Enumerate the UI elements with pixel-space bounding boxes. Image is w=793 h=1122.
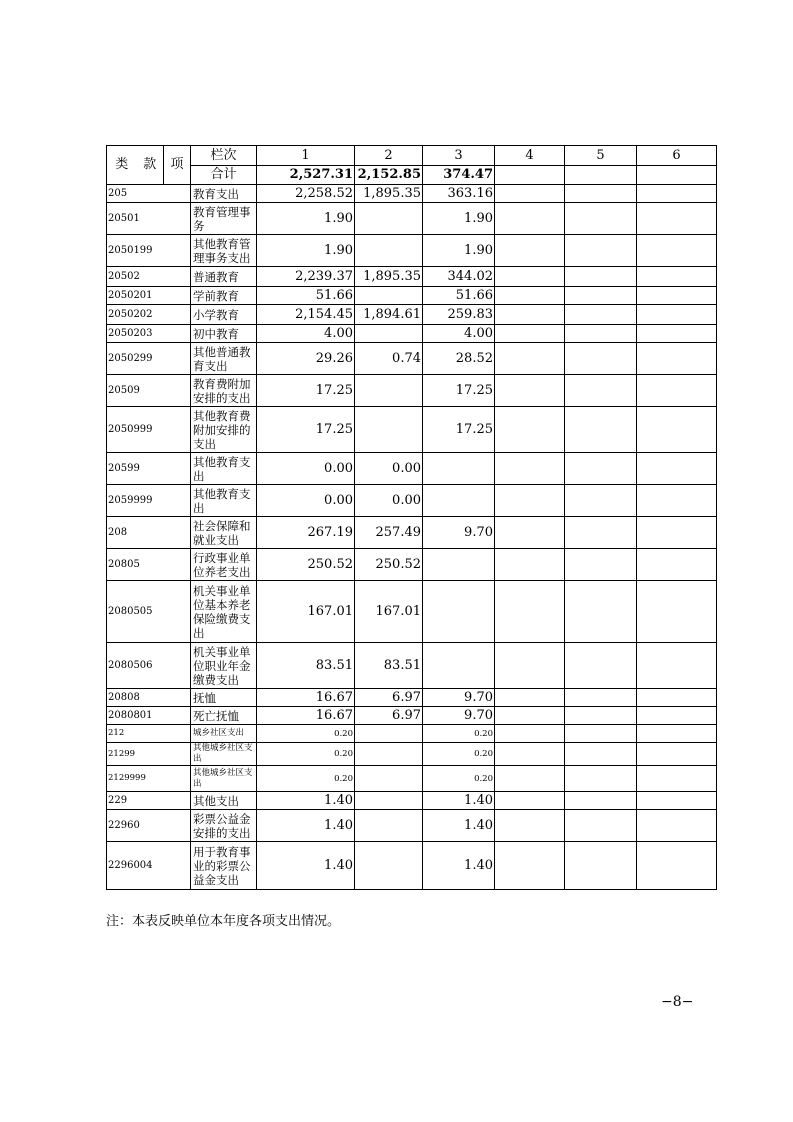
row-name: 彩票公益金安排的支出 <box>191 810 257 842</box>
table-row <box>107 235 717 267</box>
row-value-1: 16.67 <box>257 707 355 725</box>
row-value-5 <box>565 407 637 453</box>
row-code: 20502 <box>107 267 191 287</box>
row-value-6 <box>637 707 717 725</box>
row-name: 初中教育 <box>191 325 257 343</box>
row-value-4 <box>495 203 565 235</box>
row-value-1: 1.90 <box>257 235 355 267</box>
row-value-3: 51.66 <box>423 287 495 305</box>
row-name: 社会保障和就业支出 <box>191 517 257 549</box>
row-value-5 <box>565 267 637 287</box>
column-number-2: 2 <box>355 146 423 166</box>
row-value-4 <box>495 267 565 287</box>
row-value-1: 17.25 <box>257 375 355 407</box>
row-code: 2059999 <box>107 485 191 517</box>
table-row <box>107 485 717 517</box>
row-value-1: 83.51 <box>257 643 355 689</box>
row-name: 行政事业单位养老支出 <box>191 549 257 581</box>
row-value-2 <box>355 743 423 766</box>
row-value-4 <box>495 453 565 485</box>
row-code: 2080801 <box>107 707 191 725</box>
row-value-4 <box>495 766 565 792</box>
row-value-6 <box>637 766 717 792</box>
row-value-4 <box>495 517 565 549</box>
row-value-6 <box>637 325 717 343</box>
table-note: 注：本表反映单位本年度各项支出情况。 <box>106 914 341 929</box>
row-value-3: 1.90 <box>423 203 495 235</box>
row-value-5 <box>565 485 637 517</box>
column-number-1: 1 <box>257 146 355 166</box>
table-row <box>107 766 717 792</box>
section-header: 款 <box>137 146 164 185</box>
row-name: 其他城乡社区支出 <box>191 743 257 766</box>
row-value-4 <box>495 549 565 581</box>
row-value-1: 0.20 <box>257 725 355 743</box>
column-number-5: 5 <box>565 146 637 166</box>
row-name: 用于教育事业的彩票公益金支出 <box>191 842 257 890</box>
row-value-6 <box>637 267 717 287</box>
row-value-4 <box>495 407 565 453</box>
row-value-3 <box>423 453 495 485</box>
table-row <box>107 453 717 485</box>
table-row <box>107 517 717 549</box>
row-value-5 <box>565 549 637 581</box>
table-row <box>107 305 717 325</box>
row-value-1: 17.25 <box>257 407 355 453</box>
row-code: 2080505 <box>107 581 191 643</box>
row-value-6 <box>637 643 717 689</box>
table-row <box>107 203 717 235</box>
row-code: 2050202 <box>107 305 191 325</box>
row-name: 教育支出 <box>191 185 257 203</box>
row-value-5 <box>565 792 637 810</box>
row-value-4 <box>495 287 565 305</box>
table-row <box>107 407 717 453</box>
table-row <box>107 375 717 407</box>
total-value-1: 2,527.31 <box>257 166 355 185</box>
row-value-3: 344.02 <box>423 267 495 287</box>
row-value-1: 0.20 <box>257 766 355 792</box>
row-name: 其他教育支出 <box>191 485 257 517</box>
row-value-3: 1.90 <box>423 235 495 267</box>
row-value-6 <box>637 185 717 203</box>
row-value-6 <box>637 407 717 453</box>
row-value-4 <box>495 725 565 743</box>
row-code: 20805 <box>107 549 191 581</box>
row-value-2 <box>355 766 423 792</box>
row-value-4 <box>495 643 565 689</box>
total-row <box>107 166 717 185</box>
row-value-5 <box>565 287 637 305</box>
row-value-5 <box>565 725 637 743</box>
row-value-1: 16.67 <box>257 689 355 707</box>
row-value-2: 83.51 <box>355 643 423 689</box>
row-value-2: 1,895.35 <box>355 267 423 287</box>
row-value-2: 6.97 <box>355 707 423 725</box>
row-value-1: 0.20 <box>257 743 355 766</box>
table-row <box>107 185 717 203</box>
row-value-6 <box>637 235 717 267</box>
column-number-4: 4 <box>495 146 565 166</box>
row-value-6 <box>637 517 717 549</box>
row-value-6 <box>637 549 717 581</box>
row-name: 其他教育支出 <box>191 453 257 485</box>
row-code: 2080506 <box>107 643 191 689</box>
table-row <box>107 581 717 643</box>
row-name: 抚恤 <box>191 689 257 707</box>
row-value-5 <box>565 453 637 485</box>
item-header: 项 <box>164 146 191 185</box>
table-row <box>107 842 717 890</box>
row-value-5 <box>565 643 637 689</box>
table-row <box>107 287 717 305</box>
table-row <box>107 689 717 707</box>
row-name: 其他城乡社区支出 <box>191 766 257 792</box>
table-row <box>107 792 717 810</box>
row-value-6 <box>637 375 717 407</box>
row-value-6 <box>637 203 717 235</box>
row-name: 其他普通教育支出 <box>191 343 257 375</box>
total-value-5 <box>565 166 637 185</box>
row-value-1: 2,154.45 <box>257 305 355 325</box>
row-value-3 <box>423 549 495 581</box>
row-value-1: 4.00 <box>257 325 355 343</box>
row-code: 2050203 <box>107 325 191 343</box>
row-value-3: 259.83 <box>423 305 495 325</box>
row-value-3: 9.70 <box>423 707 495 725</box>
column-number-3: 3 <box>423 146 495 166</box>
row-value-4 <box>495 305 565 325</box>
row-code: 2050299 <box>107 343 191 375</box>
row-value-2: 0.74 <box>355 343 423 375</box>
row-value-5 <box>565 743 637 766</box>
row-value-4 <box>495 485 565 517</box>
row-value-6 <box>637 485 717 517</box>
row-name: 教育管理事务 <box>191 203 257 235</box>
row-code: 2050201 <box>107 287 191 305</box>
row-value-5 <box>565 689 637 707</box>
row-name: 其他教育费附加安排的支出 <box>191 407 257 453</box>
row-value-2 <box>355 235 423 267</box>
row-value-4 <box>495 810 565 842</box>
row-value-1: 29.26 <box>257 343 355 375</box>
row-code: 20599 <box>107 453 191 485</box>
table-row <box>107 725 717 743</box>
row-value-2 <box>355 810 423 842</box>
row-name: 机关事业单位职业年金缴费支出 <box>191 643 257 689</box>
row-value-2 <box>355 842 423 890</box>
row-value-2 <box>355 287 423 305</box>
row-value-6 <box>637 743 717 766</box>
row-value-3: 17.25 <box>423 407 495 453</box>
row-value-6 <box>637 305 717 325</box>
row-value-3: 4.00 <box>423 325 495 343</box>
row-value-2 <box>355 325 423 343</box>
row-value-5 <box>565 203 637 235</box>
row-value-5 <box>565 842 637 890</box>
row-value-2: 1,894.61 <box>355 305 423 325</box>
table-row <box>107 267 717 287</box>
row-value-6 <box>637 287 717 305</box>
row-value-3 <box>423 581 495 643</box>
row-value-3: 0.20 <box>423 743 495 766</box>
row-value-2 <box>355 203 423 235</box>
row-value-3: 1.40 <box>423 810 495 842</box>
row-value-2: 167.01 <box>355 581 423 643</box>
row-value-3: 9.70 <box>423 689 495 707</box>
row-name: 其他教育管理事务支出 <box>191 235 257 267</box>
total-label: 合计 <box>191 166 257 185</box>
row-value-1: 2,239.37 <box>257 267 355 287</box>
row-value-4 <box>495 842 565 890</box>
row-value-1: 250.52 <box>257 549 355 581</box>
row-value-1: 1.40 <box>257 810 355 842</box>
page-number: −8− <box>661 994 694 1010</box>
row-value-2 <box>355 375 423 407</box>
row-value-3: 0.20 <box>423 725 495 743</box>
row-value-4 <box>495 792 565 810</box>
row-value-2: 0.00 <box>355 453 423 485</box>
row-value-6 <box>637 689 717 707</box>
row-value-4 <box>495 185 565 203</box>
total-value-2: 2,152.85 <box>355 166 423 185</box>
row-value-2: 6.97 <box>355 689 423 707</box>
row-value-6 <box>637 810 717 842</box>
column-label-header: 栏次 <box>191 146 257 166</box>
row-name: 学前教育 <box>191 287 257 305</box>
row-value-1: 51.66 <box>257 287 355 305</box>
row-value-6 <box>637 581 717 643</box>
row-value-3: 9.70 <box>423 517 495 549</box>
row-name: 死亡抚恤 <box>191 707 257 725</box>
row-value-4 <box>495 343 565 375</box>
row-value-1: 1.40 <box>257 792 355 810</box>
table-row <box>107 743 717 766</box>
row-value-4 <box>495 689 565 707</box>
row-value-6 <box>637 792 717 810</box>
row-code: 205 <box>107 185 191 203</box>
row-value-2 <box>355 792 423 810</box>
total-value-3: 374.47 <box>423 166 495 185</box>
row-value-1: 2,258.52 <box>257 185 355 203</box>
row-value-2 <box>355 725 423 743</box>
row-name: 机关事业单位基本养老保险缴费支出 <box>191 581 257 643</box>
total-value-6 <box>637 166 717 185</box>
table-row <box>107 643 717 689</box>
table-row <box>107 810 717 842</box>
row-value-5 <box>565 766 637 792</box>
row-code: 20509 <box>107 375 191 407</box>
column-number-6: 6 <box>637 146 717 166</box>
row-value-1: 1.90 <box>257 203 355 235</box>
total-value-4 <box>495 166 565 185</box>
table-row <box>107 343 717 375</box>
row-code: 2296004 <box>107 842 191 890</box>
row-value-3: 0.20 <box>423 766 495 792</box>
row-value-3: 363.16 <box>423 185 495 203</box>
row-value-4 <box>495 325 565 343</box>
row-name: 普通教育 <box>191 267 257 287</box>
row-value-5 <box>565 517 637 549</box>
row-value-5 <box>565 185 637 203</box>
table-row <box>107 707 717 725</box>
row-value-1: 0.00 <box>257 453 355 485</box>
row-code: 21299 <box>107 743 191 766</box>
row-value-6 <box>637 725 717 743</box>
row-value-6 <box>637 842 717 890</box>
table-row <box>107 325 717 343</box>
row-value-4 <box>495 375 565 407</box>
row-code: 2050199 <box>107 235 191 267</box>
row-name: 教育费附加安排的支出 <box>191 375 257 407</box>
row-code: 212 <box>107 725 191 743</box>
row-value-5 <box>565 581 637 643</box>
row-value-4 <box>495 707 565 725</box>
row-name: 小学教育 <box>191 305 257 325</box>
table-row <box>107 549 717 581</box>
row-value-1: 167.01 <box>257 581 355 643</box>
row-code: 20808 <box>107 689 191 707</box>
row-value-2: 250.52 <box>355 549 423 581</box>
row-value-3: 1.40 <box>423 842 495 890</box>
row-value-1: 267.19 <box>257 517 355 549</box>
row-code: 2050999 <box>107 407 191 453</box>
row-code: 208 <box>107 517 191 549</box>
row-value-4 <box>495 743 565 766</box>
header-row <box>107 146 717 166</box>
row-value-6 <box>637 343 717 375</box>
row-code: 2129999 <box>107 766 191 792</box>
row-value-6 <box>637 453 717 485</box>
row-value-2 <box>355 407 423 453</box>
row-value-5 <box>565 343 637 375</box>
expenditure-table <box>106 145 717 890</box>
row-value-2: 1,895.35 <box>355 185 423 203</box>
row-value-5 <box>565 305 637 325</box>
row-code: 22960 <box>107 810 191 842</box>
row-value-3 <box>423 485 495 517</box>
row-value-5 <box>565 810 637 842</box>
row-value-5 <box>565 375 637 407</box>
row-value-2: 0.00 <box>355 485 423 517</box>
row-value-4 <box>495 235 565 267</box>
row-value-3: 28.52 <box>423 343 495 375</box>
row-value-5 <box>565 707 637 725</box>
row-code: 20501 <box>107 203 191 235</box>
row-value-1: 0.00 <box>257 485 355 517</box>
row-value-4 <box>495 581 565 643</box>
row-value-3: 17.25 <box>423 375 495 407</box>
row-name: 其他支出 <box>191 792 257 810</box>
row-name: 城乡社区支出 <box>191 725 257 743</box>
row-code: 229 <box>107 792 191 810</box>
row-value-5 <box>565 235 637 267</box>
row-value-5 <box>565 325 637 343</box>
row-value-1: 1.40 <box>257 842 355 890</box>
row-value-2: 257.49 <box>355 517 423 549</box>
row-value-3 <box>423 643 495 689</box>
row-value-3: 1.40 <box>423 792 495 810</box>
category-header: 类 <box>107 146 137 185</box>
